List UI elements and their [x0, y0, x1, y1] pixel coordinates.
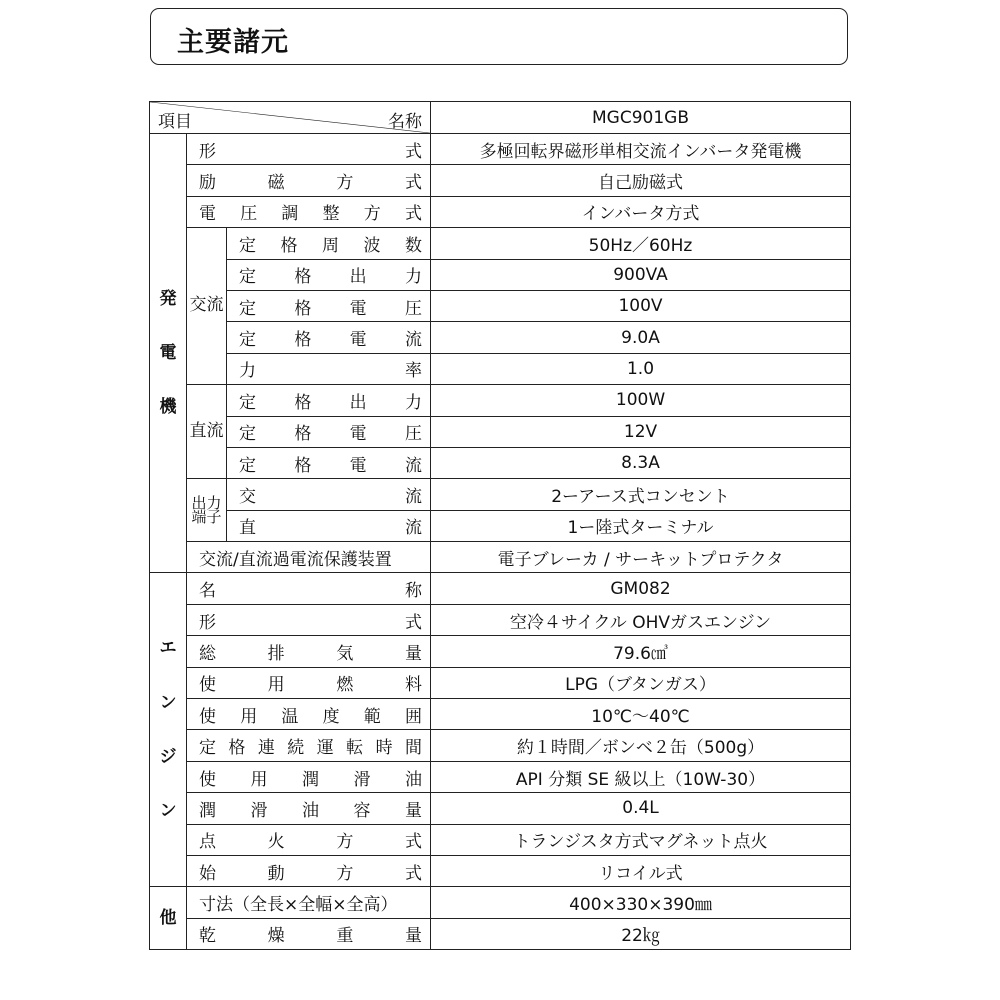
spec-label: 交流/直流過電流保護装置 [187, 542, 431, 573]
table-row [150, 259, 851, 290]
spec-label: 定格電圧 [227, 290, 431, 321]
spec-value: 空冷４サイクル OHVガスエンジン [431, 604, 851, 635]
spec-value: 8.3A [431, 447, 851, 478]
table-row [150, 918, 851, 949]
table-row [150, 855, 851, 886]
table-row [150, 542, 851, 573]
spec-label: 乾燥重量 [187, 918, 431, 949]
spec-label: 定格出力 [227, 259, 431, 290]
spec-value: 100V [431, 290, 851, 321]
header-row [150, 102, 851, 134]
header-name: 名称 [388, 112, 423, 132]
spec-value: 1ー陸式ターミナル [431, 510, 851, 541]
subgroup-label: 交流 [187, 228, 227, 385]
table-row [150, 228, 851, 259]
spec-value: 10℃〜40℃ [431, 699, 851, 730]
table-row [150, 730, 851, 761]
model-name: MGC901GB [431, 102, 851, 134]
table-row [150, 196, 851, 227]
spec-value: 2ーアース式コンセント [431, 479, 851, 510]
table-row [150, 699, 851, 730]
spec-value: 自己励磁式 [431, 165, 851, 196]
table-row [150, 573, 851, 604]
spec-label: 総排気量 [187, 636, 431, 667]
table-row [150, 636, 851, 667]
table-row [150, 165, 851, 196]
spec-value: 多極回転界磁形単相交流インバータ発電機 [431, 134, 851, 165]
spec-label: 定格周波数 [227, 228, 431, 259]
spec-value: GM082 [431, 573, 851, 604]
section-title: 主要諸元 [177, 27, 289, 58]
spec-label: 名称 [187, 573, 431, 604]
spec-label: 形式 [187, 134, 431, 165]
spec-value: 100W [431, 385, 851, 416]
group-label-text: エンジン [159, 638, 177, 822]
spec-label: 電圧調整方式 [187, 196, 431, 227]
spec-label: 形式 [187, 604, 431, 635]
spec-label: 定格電流 [227, 322, 431, 353]
header-item: 項目 [158, 112, 192, 132]
spec-value: 0.4L [431, 793, 851, 824]
spec-label: 始動方式 [187, 855, 431, 886]
spec-label: 点火方式 [187, 824, 431, 855]
spec-value: API 分類 SE 級以上（10W-30） [431, 761, 851, 792]
table-row [150, 385, 851, 416]
table-row [150, 447, 851, 478]
spec-value: 12V [431, 416, 851, 447]
table-row [150, 479, 851, 510]
spec-value: 9.0A [431, 322, 851, 353]
spec-value: 50Hz／60Hz [431, 228, 851, 259]
group-label [150, 134, 187, 573]
spec-value: 22㎏ [431, 918, 851, 949]
group-label-text: 発電機 [159, 288, 177, 418]
spec-value: インバータ方式 [431, 196, 851, 227]
table-row [150, 322, 851, 353]
table-row [150, 510, 851, 541]
table-row [150, 290, 851, 321]
spec-value: 400×330×390㎜ [431, 887, 851, 918]
table-row [150, 604, 851, 635]
spec-label: 潤滑油容量 [187, 793, 431, 824]
table-row [150, 761, 851, 792]
spec-label: 直流 [227, 510, 431, 541]
spec-label: 使用潤滑油 [187, 761, 431, 792]
group-label [150, 573, 187, 887]
group-label-text: 他 [159, 907, 177, 928]
table-row [150, 134, 851, 165]
spec-table [149, 101, 851, 950]
section-title-box [150, 8, 848, 65]
spec-label: 使用温度範囲 [187, 699, 431, 730]
group-label [150, 887, 187, 950]
spec-value: 電子ブレーカ / サーキットプロテクタ [431, 542, 851, 573]
spec-label: 寸法（全長×全幅×全高） [187, 887, 431, 918]
spec-label: 定格電圧 [227, 416, 431, 447]
spec-label: 定格電流 [227, 447, 431, 478]
subgroup-label: 出力端子 [187, 479, 227, 542]
table-row [150, 353, 851, 384]
subgroup-label: 直流 [187, 385, 227, 479]
spec-label: 定格連続運転時間 [187, 730, 431, 761]
spec-label: 交流 [227, 479, 431, 510]
spec-label: 力率 [227, 353, 431, 384]
spec-value: 1.0 [431, 353, 851, 384]
table-row [150, 667, 851, 698]
table-row [150, 887, 851, 918]
table-row [150, 824, 851, 855]
spec-value: 900VA [431, 259, 851, 290]
spec-value: トランジスタ方式マグネット点火 [431, 824, 851, 855]
spec-label: 励磁方式 [187, 165, 431, 196]
table-row [150, 793, 851, 824]
header-cell [150, 102, 431, 134]
spec-value: 79.6㎤ [431, 636, 851, 667]
spec-label: 使用燃料 [187, 667, 431, 698]
spec-value: 約１時間／ボンベ２缶（500g） [431, 730, 851, 761]
spec-value: LPG（ブタンガス） [431, 667, 851, 698]
spec-label: 定格出力 [227, 385, 431, 416]
table-row [150, 416, 851, 447]
spec-value: リコイル式 [431, 855, 851, 886]
